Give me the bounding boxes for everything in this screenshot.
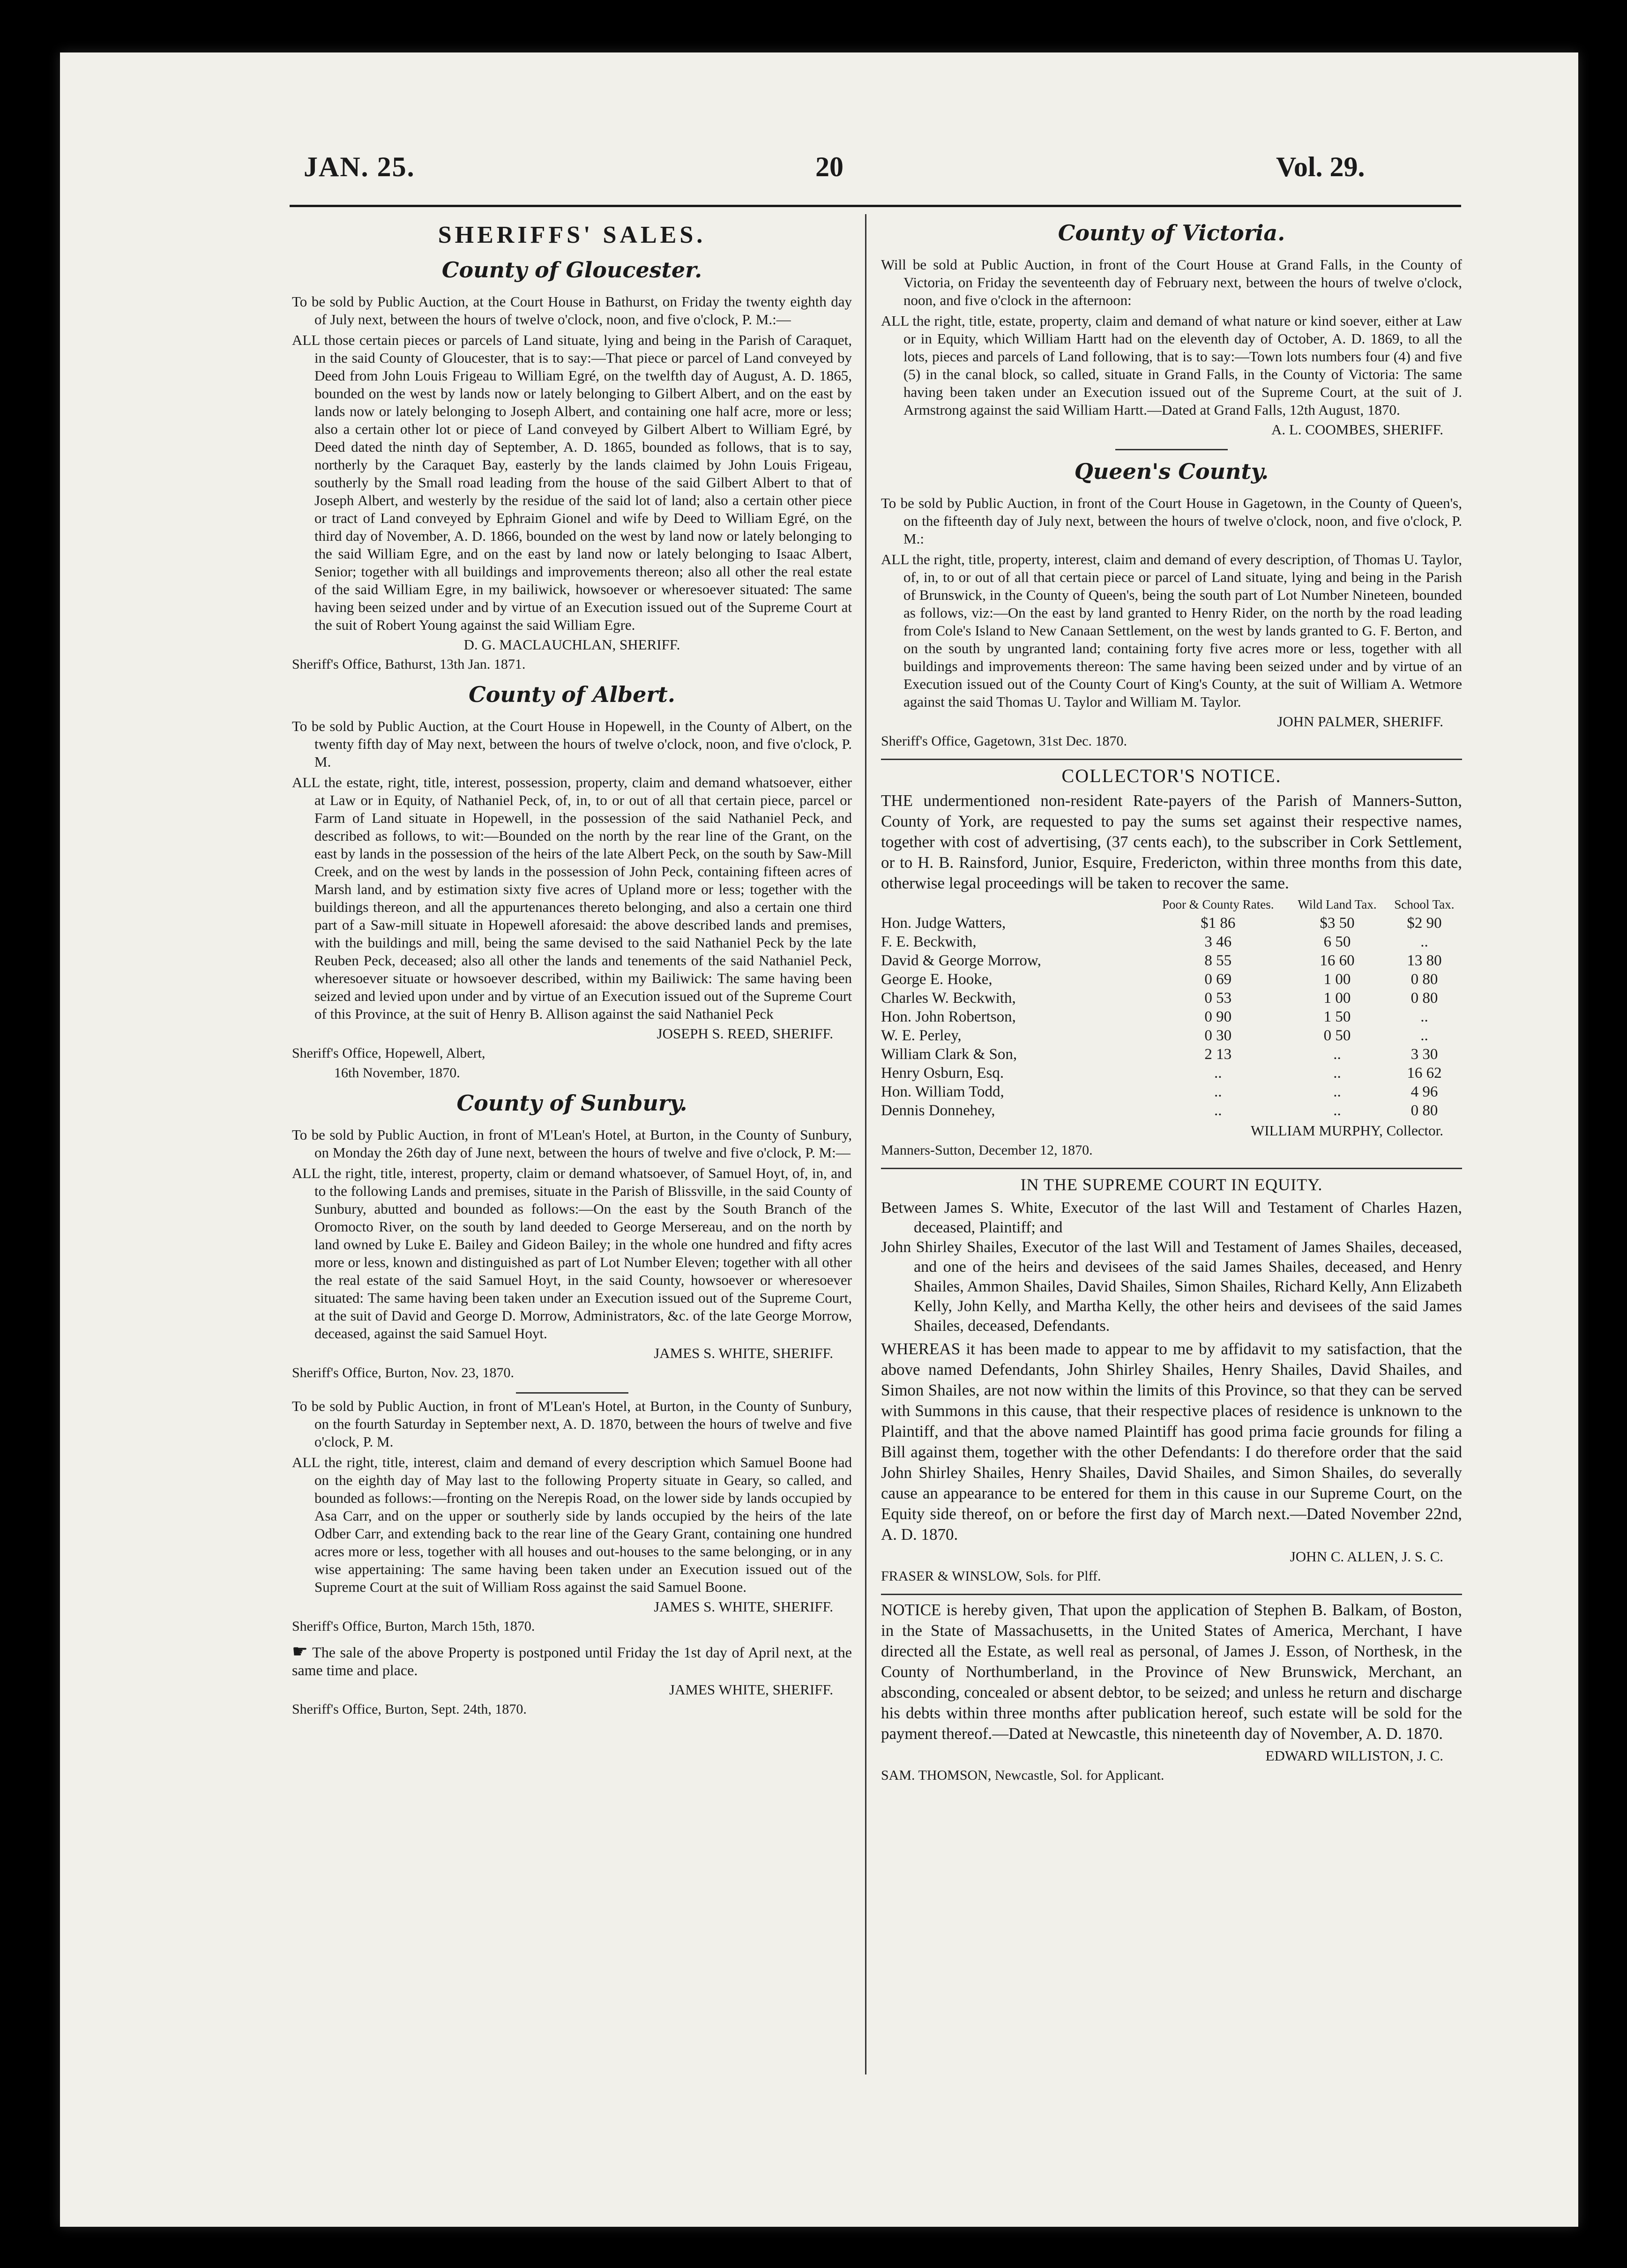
newspaper-page <box>60 52 1578 2227</box>
right-column <box>881 212 1462 1784</box>
notice-office: Sheriff's Office, Burton, March 15th, 1870. <box>292 1619 535 1634</box>
table-row <box>881 1045 1462 1064</box>
wild-land-tax: 1 00 <box>1323 971 1351 988</box>
table-row <box>881 970 1462 989</box>
notice-intro: To be sold by Public Auction, at the Court House in Hopewell, in the County of Albert, on the twenty fifth day of May next, between the hours of twelve o'clock, noon, and five o'clock, P. M. <box>292 718 852 770</box>
left-column <box>292 212 852 1718</box>
pointing-hand-icon: ☛ <box>292 1642 308 1662</box>
postponement-notice <box>292 1643 852 1679</box>
court-notice <box>881 1175 1462 1585</box>
separator-rule <box>516 1392 628 1394</box>
postponement-office: Sheriff's Office, Burton, Sept. 24th, 1870. <box>292 1701 527 1717</box>
notice-sunbury-second <box>292 1397 852 1718</box>
solicitors-line: FRASER & WINSLOW, Sols. for Plff. <box>881 1568 1101 1584</box>
taxpayer-name: W. E. Perley, <box>881 1027 962 1044</box>
table-header: School Tax. <box>1394 897 1455 911</box>
wild-land-tax: 0 50 <box>1323 1027 1351 1044</box>
notice-body: ALL those certain pieces or parcels of Land situate, lying and being in the Parish of Caraquet, in the said County of Gloucester, that is to say:—That piece or parcel of Land conveyed by Deed from John Louis Frigeau to William Egré, on the twelfth day of August, A. D. 1865, bounded on the west by lands now or lately belonging to Gilbert Albert, and on the east by lands now or lately belonging to Joseph Albert, and containing one half acre, more or less; also a certain other lot or piece of Land conveyed by Gilbert Albert to William Egré, by Deed dated the ninth day of September, A. D. 1865, bounded as follows, that is to say, northerly by the Caraquet Bay, easterly by the lands claimed by John Louis Frigeau, southerly by the Small road leading from the house of the said Gilbert Albert to that of Joseph Albert, and westerly by the residue of the said lot of land; also a certain other piece or tract of Land conveyed by Ephraim Gionel and wife by Deed to William Egré, on the third day of November, A. D. 1866, bounded on the west by land now or lately belonging to the said William Egre, and on the east by land now or lately belonging to Isaac Albert, Senior; together with all buildings and improvements thereon; also all other the real estate of the said William Egre, in my bailiwick, howsoever or wheresoever situated: The same having been seized under and by virtue of an Execution issued out of the Supreme Court at the suit of Robert Young against the said William Egre. <box>292 332 852 633</box>
notice-signature: JAMES S. WHITE, SHERIFF. <box>654 1598 833 1615</box>
school-tax: 16 62 <box>1407 1065 1442 1082</box>
separator-rule <box>1115 449 1228 450</box>
notice-victoria <box>881 220 1462 439</box>
taxpayer-name: Hon. Judge Watters, <box>881 915 1006 932</box>
volume-number: Vol. 29. <box>1276 151 1365 182</box>
poor-county-rate: $1 86 <box>1201 915 1236 932</box>
county-heading: County of Gloucester. <box>441 257 702 283</box>
county-heading: Queen's County. <box>1074 459 1269 484</box>
notice-body: ALL the estate, right, title, interest, possession, property, claim and demand whatsoever, either at Law or in Equity, of Nathaniel Peck, of, in, to or out of all that certain piece, parcel or Farm of Land situate in Hopewell, in the possession of the said Nathaniel Peck, and described as follows, to wit:—Bounded on the north by the rear line of the Grant, on the east by lands in the possession of the heirs of the late Albert Peck, on the south by Saw-Mill Creek, and on the west by lands in the possession of John Peck, containing fifteen acres of Marsh land, and by estimation sixty five acres of Upland more or less; together with the buildings thereon, and all the appurtenances thereto belonging, and also a certain one third part of a Saw-mill situate in Hopewell aforesaid: the above described lands and premises, with the buildings and mill, being the same devised to the said Nathaniel Peck by the late Reuben Peck, deceased; also all other the lands and tenements of the said Nathaniel Peck, wheresoever situate or howsoever described, within my Bailiwick: The same having been seized and levied upon under and by virtue of an Execution issued out of the Supreme Court of this Province, at the suit of Henry B. Allison against the said Nathaniel Peck <box>292 774 852 1022</box>
notice-office: Manners-Sutton, December 12, 1870. <box>881 1142 1093 1158</box>
wild-land-tax: 1 00 <box>1323 990 1351 1007</box>
tax-table <box>881 897 1462 1120</box>
wild-land-tax: 6 50 <box>1323 933 1351 950</box>
wild-land-tax: .. <box>1333 1046 1341 1063</box>
school-tax: .. <box>1420 1008 1428 1025</box>
notice-albert <box>292 682 852 1082</box>
county-heading: County of Sunbury. <box>456 1090 687 1116</box>
taxpayer-name: Henry Osburn, Esq. <box>881 1065 1004 1082</box>
notice-heading: COLLECTOR'S NOTICE. <box>1061 765 1282 786</box>
taxpayer-name: David & George Morrow, <box>881 952 1041 969</box>
notice-office: Sheriff's Office, Burton, Nov. 23, 1870. <box>292 1365 514 1380</box>
wild-land-tax: 1 50 <box>1323 1008 1351 1025</box>
notice-queens <box>881 459 1462 750</box>
taxpayer-name: William Clark & Son, <box>881 1046 1017 1063</box>
poor-county-rate: 0 90 <box>1204 1008 1232 1025</box>
county-heading: County of Albert. <box>469 682 675 707</box>
notice-intro: To be sold by Public Auction, in front of the Court House in Gagetown, in the County of Queen's, on the fifteenth day of July next, between the hours of twelve o'clock, noon, and five o'clock, P. M.: <box>881 495 1462 547</box>
poor-county-rate: 0 30 <box>1204 1027 1232 1044</box>
notice-office-date: 16th November, 1870. <box>334 1065 460 1081</box>
poor-county-rate: 8 55 <box>1204 952 1232 969</box>
county-heading: County of Victoria. <box>1058 220 1285 246</box>
poor-county-rate: .. <box>1214 1102 1222 1119</box>
notice-body: WHEREAS it has been made to appear to me by affidavit to my satisfaction, that the above named Defendants, John Shirley Shailes, Henry Shailes, David Shailes, and Simon Shailes, are not now within the limits of this Province, so that they can be served with Summons in this cause, that their respective places of residence is unknown to the Plaintiff, and that the above named Plaintiff has good prima facie grounds for filing a Bill against them, together with the other Defendants: I do therefore order that the said John Shirley Shailes, Henry Shailes, David Shailes, and Simon Shailes, do severally cause an appearance to be entered for them in this cause in our Supreme Court, on the Equity side thereof, on or before the first day of March next.—Dated November 22nd, A. D. 1870. <box>881 1340 1462 1544</box>
notice-intro: To be sold by Public Auction, at the Court House in Bathurst, on Friday the twenty eighth day of July next, between the hours of twelve o'clock, noon, and five o'clock, P. M.:— <box>292 293 852 328</box>
wild-land-tax: $3 50 <box>1320 915 1355 932</box>
taxpayer-name: Charles W. Beckwith, <box>881 990 1016 1007</box>
taxpayer-name: George E. Hooke, <box>881 971 993 988</box>
notice-signature: WILLIAM MURPHY, Collector. <box>1250 1122 1443 1139</box>
notice-signature: JOHN PALMER, SHERIFF. <box>1277 713 1443 730</box>
notice-body: ALL the right, title, interest, claim and demand of every description which Samuel Boone had on the eighth day of May last to the following Property situate in Geary, so called, and bounded as follows:—fronting on the Nerepis Road, on the lower side by lands occupied by Asa Carr, and on the upper or southerly side by lands occupied by the heirs of the late Odber Carr, and extending back to the rear line of the Geary Grant, containing one hundred acres more or less, together with all houses and out-houses to the same belonging, or in any wise appertaining: The same having been taken under an Execution issued out of the Supreme Court at the suit of William Ross against the said Samuel Boone. <box>292 1454 852 1595</box>
school-tax: 13 80 <box>1407 952 1442 969</box>
table-row <box>881 1082 1462 1101</box>
williston-notice <box>881 1600 1462 1784</box>
school-tax: $2 90 <box>1407 915 1442 932</box>
section-title: SHERIFFS' SALES. <box>438 222 706 248</box>
collectors-notice <box>881 765 1462 1159</box>
school-tax: 0 80 <box>1411 1102 1438 1119</box>
school-tax: .. <box>1420 933 1428 950</box>
notice-gloucester <box>292 257 852 673</box>
notice-signature: JOSEPH S. REED, SHERIFF. <box>657 1025 833 1042</box>
notice-body: THE undermentioned non-resident Rate-payers of the Parish of Manners-Sutton, County of York, are requested to pay the sums set against their respective names, together with cost of advertising, (37 cents each), to the subscriber in Cork Settlement, or to H. B. Rainsford, Junior, Esquire, Fredericton, within three months from this date, otherwise legal proceedings will be taken to recover the same. <box>881 791 1462 892</box>
school-tax: 0 80 <box>1411 971 1438 988</box>
table-header: Wild Land Tax. <box>1298 897 1377 911</box>
solicitor-line: SAM. THOMSON, Newcastle, Sol. for Applicant. <box>881 1768 1164 1783</box>
postponement-signature: JAMES WHITE, SHERIFF. <box>669 1681 833 1698</box>
court-parties-plaintiff: Between James S. White, Executor of the last Will and Testament of Charles Hazen, deceased, Plaintiff; and <box>881 1199 1462 1236</box>
table-row <box>881 1101 1462 1120</box>
poor-county-rate: .. <box>1214 1083 1222 1100</box>
notice-sunbury <box>292 1090 852 1382</box>
school-tax: .. <box>1420 1027 1428 1044</box>
page-number: 20 <box>815 151 843 182</box>
wild-land-tax: .. <box>1333 1065 1341 1082</box>
postponement-text: The sale of the above Property is postponed until Friday the 1st day of April next, at the same time and place. <box>292 1644 852 1679</box>
table-row <box>881 989 1462 1007</box>
wild-land-tax: .. <box>1333 1083 1341 1100</box>
poor-county-rate: 0 69 <box>1204 971 1232 988</box>
notice-signature: A. L. COOMBES, SHERIFF. <box>1271 421 1443 438</box>
separator-rule <box>881 1168 1462 1169</box>
notice-body: ALL the right, title, interest, property, claim or demand whatsoever, of Samuel Hoyt, of, in, and to the following Lands and premises, situate in the Parish of Blissville, in the said County of Sunbury, abutted and bounded as follows:—On the east by the South Branch of the Oromocto River, on the south by land deeded to George Mersereau, and on the north by land owned by Luke E. Bailey and Gideon Bailey; in the whole one hundred and fifty acres more or less, known and distinguished as part of Lot Number Eleven; together with all other the real estate of the said Samuel Hoyt, in the said County, howsoever or wheresoever situated: The same having been taken under an Execution issued out of the Supreme Court, at the suit of David and George D. Morrow, Administrators, &c. of the late George Morrow, deceased, against the said Samuel Hoyt. <box>292 1165 852 1342</box>
notice-office: Sheriff's Office, Bathurst, 13th Jan. 1871. <box>292 657 526 672</box>
notice-intro: To be sold by Public Auction, in front of M'Lean's Hotel, at Burton, in the County of Sunbury, on the fourth Saturday in September next, A. D. 1870, between the hours of twelve and five o'clock, P. M. <box>292 1398 852 1450</box>
notice-office: Sheriff's Office, Hopewell, Albert, <box>292 1045 485 1061</box>
wild-land-tax: 16 60 <box>1320 952 1355 969</box>
table-row <box>881 1064 1462 1082</box>
table-row <box>881 1026 1462 1045</box>
notice-body: ALL the right, title, property, interest, claim and demand of every description, of Thomas U. Taylor, of, in, to or out of all that certain piece or parcel of Land situate, lying and being in the Parish of Brunswick, in the County of Queen's, being the south part of Lot Number Nineteen, bounded as follows, viz:—On the east by land granted to Henry Rider, on the north by the road leading from Cole's Island to New Canaan Settlement, on the west by lands granted to G. F. Berton, and on the south by ungranted land; containing forty five acres more or less, together with all buildings and improvements thereon: The same having been seized under and by virtue of an Execution issued out of the County Court of King's County, at the suit of William A. Wetmore against the said Thomas U. Taylor and William M. Taylor. <box>881 551 1462 710</box>
table-row <box>881 1007 1462 1026</box>
notice-heading: IN THE SUPREME COURT IN EQUITY. <box>1020 1175 1323 1194</box>
notice-signature: JOHN C. ALLEN, J. S. C. <box>1290 1548 1443 1565</box>
notice-office: Sheriff's Office, Gagetown, 31st Dec. 1870. <box>881 733 1127 749</box>
table-header-blank <box>881 897 1148 914</box>
poor-county-rate: 3 46 <box>1204 933 1232 950</box>
school-tax: 0 80 <box>1411 990 1438 1007</box>
wild-land-tax: .. <box>1333 1102 1341 1119</box>
separator-rule <box>881 1594 1462 1595</box>
taxpayer-name: Hon. John Robertson, <box>881 1008 1016 1025</box>
notice-signature: D. G. MACLAUCHLAN, SHERIFF. <box>463 636 680 653</box>
notice-body: NOTICE is hereby given, That upon the application of Stephen B. Balkam, of Boston, in the State of Massachusetts, in the United States of America, Merchant, I have directed all the Estate, as well real as personal, of James J. Esson, of Northesk, in the County of Northumberland, in the Province of New Brunswick, Merchant, an absconding, concealed or absent debtor, to be seized; and unless he return and discharge his debts within three months after publication hereof, such estate will be sold for the payment thereof.—Dated at Newcastle, this nineteenth day of November, A. D. 1870. <box>881 1601 1462 1743</box>
table-header: Poor & County Rates. <box>1162 897 1274 911</box>
poor-county-rate: .. <box>1214 1065 1222 1082</box>
notice-signature: JAMES S. WHITE, SHERIFF. <box>654 1345 833 1361</box>
notice-body: ALL the right, title, estate, property, claim and demand of what nature or kind soever, either at Law or in Equity, which William Hartt had on the eleventh day of October, A. D. 1869, to all the lots, pieces and parcels of Land following, that is to say:—Town lots numbers four (4) and five (5) in the canal block, so called, situate in Grand Falls, in the County of Victoria: The same having been taken under an Execution issued out of the Supreme Court, at the suit of J. Armstrong against the said William Hartt.—Dated at Grand Falls, 12th August, 1870. <box>881 313 1462 418</box>
issue-date: JAN. 25. <box>304 151 415 182</box>
tax-table-body <box>881 914 1462 1120</box>
school-tax: 4 96 <box>1411 1083 1438 1100</box>
school-tax: 3 30 <box>1411 1046 1438 1063</box>
header-rule <box>290 205 1461 207</box>
column-divider <box>865 214 866 2074</box>
table-row <box>881 914 1462 933</box>
court-parties-defendants: John Shirley Shailes, Executor of the last Will and Testament of James Shailes, deceased, and one of the heirs and devisees of the said James Shailes, deceased, and Henry Shailes, Ammon Shailes, David Shailes, Simon Shailes, Richard Kelly, Ann Elizabeth Kelly, John Kelly, and Martha Kelly, the other heirs and devisees of the said James Shailes, deceased, Defendants. <box>881 1238 1462 1335</box>
table-row <box>881 933 1462 951</box>
table-row <box>881 951 1462 970</box>
taxpayer-name: Hon. William Todd, <box>881 1083 1004 1100</box>
notice-signature: EDWARD WILLISTON, J. C. <box>1265 1747 1443 1764</box>
separator-rule <box>881 759 1462 760</box>
poor-county-rate: 2 13 <box>1204 1046 1232 1063</box>
poor-county-rate: 0 53 <box>1204 990 1232 1007</box>
taxpayer-name: F. E. Beckwith, <box>881 933 977 950</box>
notice-intro: To be sold by Public Auction, in front of M'Lean's Hotel, at Burton, in the County of Sunbury, on Monday the 26th day of June next, between the hours of twelve and five o'clock, P. M:— <box>292 1127 852 1161</box>
notice-intro: Will be sold at Public Auction, in front of the Court House at Grand Falls, in the County of Victoria, on Friday the seventeenth day of February next, between the hours of twelve o'clock, noon, and five o'clock in the afternoon: <box>881 256 1462 308</box>
taxpayer-name: Dennis Donnehey, <box>881 1102 995 1119</box>
